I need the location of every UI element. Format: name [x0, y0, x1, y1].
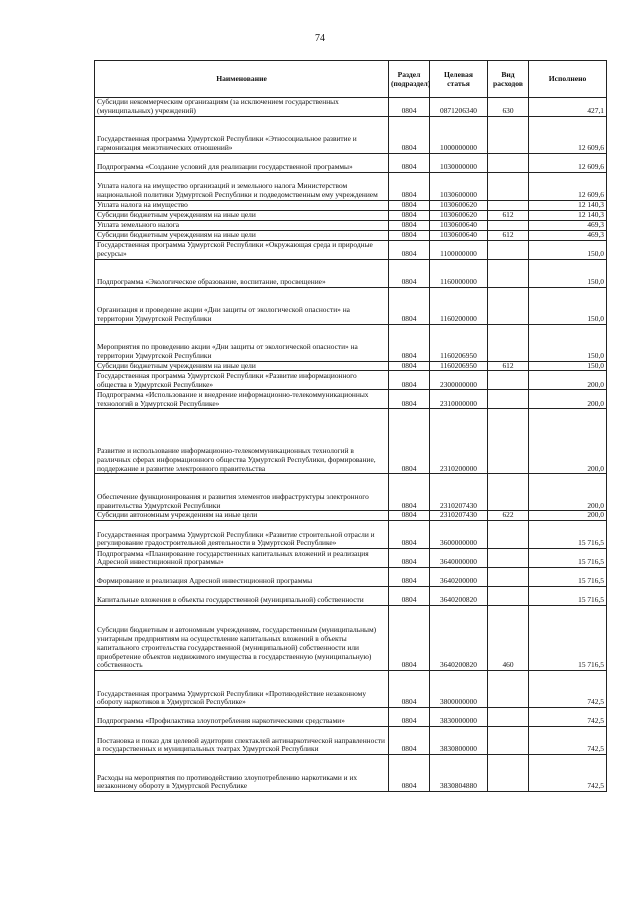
row-section: 0804: [389, 361, 430, 371]
row-name: Субсидии некоммерческим организациям (за исключением государственных (муниципальных) учреждений): [95, 98, 389, 117]
row-section: 0804: [389, 671, 430, 708]
header-name: Наименование: [95, 61, 389, 98]
row-type: [488, 474, 529, 511]
row-target: 0871206340: [430, 98, 488, 117]
row-executed: 12 609,6: [529, 154, 607, 173]
row-target: 3800000000: [430, 671, 488, 708]
row-executed: 469,3: [529, 220, 607, 230]
row-executed: 12 140,3: [529, 201, 607, 211]
row-name: Расходы на мероприятия по противодействию злоупотреблению наркотиками и их незаконному обороту в Удмуртской Республике: [95, 755, 389, 792]
row-target: 1160206950: [430, 324, 488, 361]
row-type: [488, 324, 529, 361]
row-type: [488, 671, 529, 708]
row-target: 2310207430: [430, 474, 488, 511]
row-executed: 15 716,5: [529, 606, 607, 671]
header-target: Целевая статья: [430, 61, 488, 98]
row-type: [488, 568, 529, 587]
row-section: 0804: [389, 98, 430, 117]
row-section: 0804: [389, 371, 430, 390]
row-type: [488, 287, 529, 324]
table-row: [95, 259, 607, 287]
row-section: 0804: [389, 210, 430, 220]
row-executed: 12 609,6: [529, 173, 607, 201]
table-header-row: [95, 61, 607, 98]
table-row: [95, 324, 607, 361]
row-name: Подпрограмма «Использование и внедрение информационно-телекоммуникационных технологий в Удмуртской Республике»: [95, 390, 389, 409]
row-name: Уплата налога на имущество: [95, 201, 389, 211]
row-type: [488, 201, 529, 211]
row-executed: 200,0: [529, 409, 607, 474]
table-row: [95, 287, 607, 324]
row-section: 0804: [389, 220, 430, 230]
row-target: 3830000000: [430, 708, 488, 727]
row-target: 1000000000: [430, 117, 488, 154]
table-row: [95, 210, 607, 220]
table-row: [95, 220, 607, 230]
row-target: 1030600620: [430, 201, 488, 211]
row-name: Государственная программа Удмуртской Республики «Развитие строительной отрасли и регулирование градостроительной деятельности в Удмуртской Республике»: [95, 521, 389, 549]
table-row: [95, 409, 607, 474]
row-target: 3640200820: [430, 606, 488, 671]
row-name: Капитальные вложения в объекты государственной (муниципальной) собственности: [95, 587, 389, 606]
table-row: [95, 671, 607, 708]
row-type: [488, 154, 529, 173]
row-type: 612: [488, 361, 529, 371]
row-type: [488, 259, 529, 287]
row-executed: 742,5: [529, 727, 607, 755]
row-target: 2310200000: [430, 409, 488, 474]
row-section: 0804: [389, 201, 430, 211]
row-target: 1030600640: [430, 220, 488, 230]
row-section: 0804: [389, 259, 430, 287]
row-name: Постановка и показ для целевой аудитории спектаклей антинаркотической направленности в государственных и муниципальных театрах Удмуртской Республики: [95, 727, 389, 755]
row-name: Государственная программа Удмуртской Республики «Развитие информационного общества в Удмуртской Республике»: [95, 371, 389, 390]
row-executed: 150,0: [529, 287, 607, 324]
row-executed: 200,0: [529, 511, 607, 521]
row-target: 1030000000: [430, 154, 488, 173]
row-name: Организация и проведение акции «Дни защиты от экологической опасности» на территории Удмуртской Республики: [95, 287, 389, 324]
table-row: [95, 390, 607, 409]
row-type: [488, 117, 529, 154]
row-section: 0804: [389, 287, 430, 324]
table-row: [95, 568, 607, 587]
row-type: [488, 549, 529, 568]
row-name: Субсидии бюджетным учреждениям на иные цели: [95, 230, 389, 240]
row-target: 1100000000: [430, 240, 488, 259]
row-section: 0804: [389, 240, 430, 259]
row-target: 1030600640: [430, 230, 488, 240]
row-executed: 200,0: [529, 474, 607, 511]
row-section: 0804: [389, 755, 430, 792]
row-type: [488, 240, 529, 259]
table-row: [95, 361, 607, 371]
row-name: Формирование и реализация Адресной инвестиционной программы: [95, 568, 389, 587]
row-name: Государственная программа Удмуртской Республики «Этносоциальное развитие и гармонизация межэтнических отношений»: [95, 117, 389, 154]
row-type: [488, 371, 529, 390]
row-executed: 15 716,5: [529, 521, 607, 549]
table-row: [95, 201, 607, 211]
row-section: 0804: [389, 727, 430, 755]
row-executed: 12 609,6: [529, 117, 607, 154]
row-target: 1160000000: [430, 259, 488, 287]
row-name: Подпрограмма «Экологическое образование, воспитание, просвещение»: [95, 259, 389, 287]
row-type: [488, 409, 529, 474]
row-target: 3640200820: [430, 587, 488, 606]
row-executed: 742,5: [529, 671, 607, 708]
row-executed: 742,5: [529, 708, 607, 727]
table-row: [95, 755, 607, 792]
table-row: [95, 549, 607, 568]
row-type: [488, 708, 529, 727]
table-row: [95, 606, 607, 671]
row-section: 0804: [389, 324, 430, 361]
row-type: 612: [488, 230, 529, 240]
row-name: Государственная программа Удмуртской Республики «Окружающая среда и природные ресурсы»: [95, 240, 389, 259]
row-executed: 15 716,5: [529, 549, 607, 568]
table-row: [95, 708, 607, 727]
row-executed: 15 716,5: [529, 568, 607, 587]
header-section: Раздел (подраздел): [389, 61, 430, 98]
row-name: Развитие и использование информационно-телекоммуникационных технологий в различных сферах информационного общества Удмуртской Республики, формирование, поддержание и развитие электронного правительства: [95, 409, 389, 474]
row-section: 0804: [389, 511, 430, 521]
row-target: 2310207430: [430, 511, 488, 521]
row-executed: 742,5: [529, 755, 607, 792]
row-name: Субсидии бюджетным и автономным учреждениям, государственным (муниципальным) унитарным предприятиям на осуществление капитальных вложений в объекты капитального строительства государственной (муниципальной) собственности или приобретение объектов недвижимого имущества в государственную (муниципальную) собственность: [95, 606, 389, 671]
row-section: 0804: [389, 154, 430, 173]
table-row: [95, 173, 607, 201]
row-name: Обеспечение функционирования и развития элементов инфраструктуры электронного правительства Удмуртской Республики: [95, 474, 389, 511]
row-name: Подпрограмма «Профилактика злоупотребления наркотическими средствами»: [95, 708, 389, 727]
row-section: 0804: [389, 521, 430, 549]
row-type: 630: [488, 98, 529, 117]
table-row: [95, 371, 607, 390]
row-target: 1160200000: [430, 287, 488, 324]
row-name: Уплата налога на имущество организаций и земельного налога Министерством национальной политики Удмуртской Республики и подведомственным ему учреждением: [95, 173, 389, 201]
table-row: [95, 98, 607, 117]
header-type: Вид расходов: [488, 61, 529, 98]
row-executed: 12 140,3: [529, 210, 607, 220]
row-name: Подпрограмма «Планирование государственных капитальных вложений и реализация Адресной инвестиционной программы»: [95, 549, 389, 568]
row-target: 3830804880: [430, 755, 488, 792]
row-executed: 200,0: [529, 371, 607, 390]
row-type: [488, 727, 529, 755]
row-executed: 150,0: [529, 324, 607, 361]
row-target: 1030600620: [430, 210, 488, 220]
table-row: [95, 240, 607, 259]
table-row: [95, 117, 607, 154]
row-section: 0804: [389, 549, 430, 568]
row-target: 3640000000: [430, 549, 488, 568]
header-executed: Исполнено: [529, 61, 607, 98]
row-target: 2300000000: [430, 371, 488, 390]
table-row: [95, 521, 607, 549]
row-type: [488, 755, 529, 792]
row-name: Подпрограмма «Создание условий для реализации государственной программы»: [95, 154, 389, 173]
row-executed: 469,3: [529, 230, 607, 240]
row-name: Субсидии бюджетным учреждениям на иные цели: [95, 210, 389, 220]
row-executed: 150,0: [529, 361, 607, 371]
row-section: 0804: [389, 568, 430, 587]
row-target: 3640200000: [430, 568, 488, 587]
row-name: Государственная программа Удмуртской Республики «Противодействие незаконному обороту наркотиков в Удмуртской Республике»: [95, 671, 389, 708]
row-section: 0804: [389, 230, 430, 240]
row-section: 0804: [389, 173, 430, 201]
table-row: [95, 511, 607, 521]
row-type: [488, 521, 529, 549]
row-type: [488, 220, 529, 230]
row-section: 0804: [389, 117, 430, 154]
row-target: 3830800000: [430, 727, 488, 755]
row-type: 622: [488, 511, 529, 521]
table-row: [95, 230, 607, 240]
row-executed: 150,0: [529, 259, 607, 287]
row-target: 1160206950: [430, 361, 488, 371]
table-row: [95, 474, 607, 511]
row-name: Мероприятия по проведению акции «Дни защиты от экологической опасности» на территории Удмуртской Республики: [95, 324, 389, 361]
expenditure-table: [94, 60, 607, 792]
table-row: [95, 587, 607, 606]
row-name: Субсидии бюджетным учреждениям на иные цели: [95, 361, 389, 371]
row-type: [488, 390, 529, 409]
row-type: [488, 587, 529, 606]
row-executed: 150,0: [529, 240, 607, 259]
table-row: [95, 154, 607, 173]
row-section: 0804: [389, 474, 430, 511]
table-row: [95, 727, 607, 755]
page-number: 74: [315, 33, 325, 44]
row-executed: 427,1: [529, 98, 607, 117]
row-type: 460: [488, 606, 529, 671]
row-name: Уплата земельного налога: [95, 220, 389, 230]
row-section: 0804: [389, 409, 430, 474]
row-name: Субсидии автономным учреждениям на иные цели: [95, 511, 389, 521]
row-section: 0804: [389, 708, 430, 727]
row-section: 0804: [389, 606, 430, 671]
row-executed: 200,0: [529, 390, 607, 409]
row-section: 0804: [389, 390, 430, 409]
row-section: 0804: [389, 587, 430, 606]
row-target: 1030600000: [430, 173, 488, 201]
row-type: 612: [488, 210, 529, 220]
row-executed: 15 716,5: [529, 587, 607, 606]
row-target: 3600000000: [430, 521, 488, 549]
row-type: [488, 173, 529, 201]
row-target: 2310000000: [430, 390, 488, 409]
